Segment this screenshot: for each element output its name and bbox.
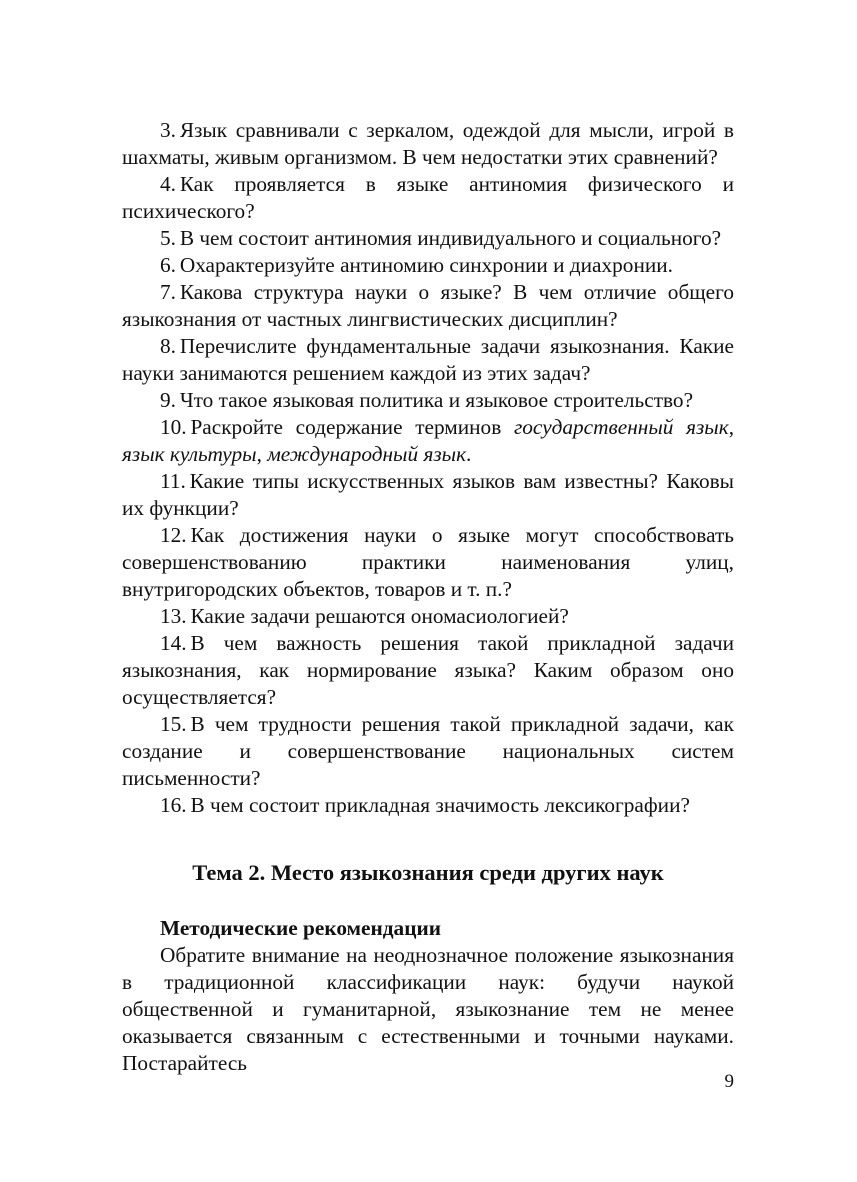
question-5: 5. В чем состоит антиномия индивидуального и социального? [160,226,722,250]
question-10: 10. Раскройте содержание терминов государственный язык, язык культуры, международный язык. [122,415,735,466]
question-3: 3. Язык сравнивали с зеркалом, одеждой для мысли, игрой в шахматы, живым организмом. В чем недостатки этих сравнений? [122,118,734,169]
question-8: 8. Перечислите фундаментальные задачи языкознания. Какие науки занимаются решением каждой из этих задач? [122,334,734,385]
question-13: 13. Какие задачи решаются ономасиологией? [160,604,569,628]
question-15: 15. В чем трудности решения такой прикладной задачи, как создание и совершенствование национальных систем письменности? [122,712,734,790]
term-international-language: международный язык [267,442,467,466]
section-title: Тема 2. Место языкознания среди других наук [192,860,664,885]
question-12: 12. Как достижения науки о языке могут способствовать совершенствованию практики наименования улиц, внутригородских объектов, товаров и т. п.? [122,523,734,601]
methodical-heading: Методические рекомендации [160,916,442,940]
question-6: 6. Охарактеризуйте антиномию синхронии и диахронии. [160,253,673,277]
question-11: 11. Какие типы искусственных языков вам известны? Каковы их функции? [122,469,734,520]
question-4: 4. Как проявляется в языке антиномия физического и психического? [122,172,734,223]
question-7: 7. Какова структура науки о языке? В чем отличие общего языкознания от частных лингвистических дисциплин? [122,280,734,331]
methodical-text: Обратите внимание на неоднозначное положение языкознания в традиционной классификации наук: будучи наукой общественной и гуманитарной, языкознание тем не менее оказывается связанным с естественными и точными науками. Постарайтесь [122,943,734,1075]
page-number: 9 [724,1071,734,1092]
term-state-language: государственный язык [513,415,729,439]
term-culture-language: язык культуры [122,442,257,466]
question-14: 14. В чем важность решения такой прикладной задачи языкознания, как нормирование языка? Каким образом оно осуществляется? [122,631,734,709]
methodical-section [122,915,734,1077]
question-9: 9. Что такое языковая политика и языковое строительство? [160,388,694,412]
question-16: 16. В чем состоит прикладная значимость лексикографии? [160,793,690,817]
questions-list [122,117,734,819]
